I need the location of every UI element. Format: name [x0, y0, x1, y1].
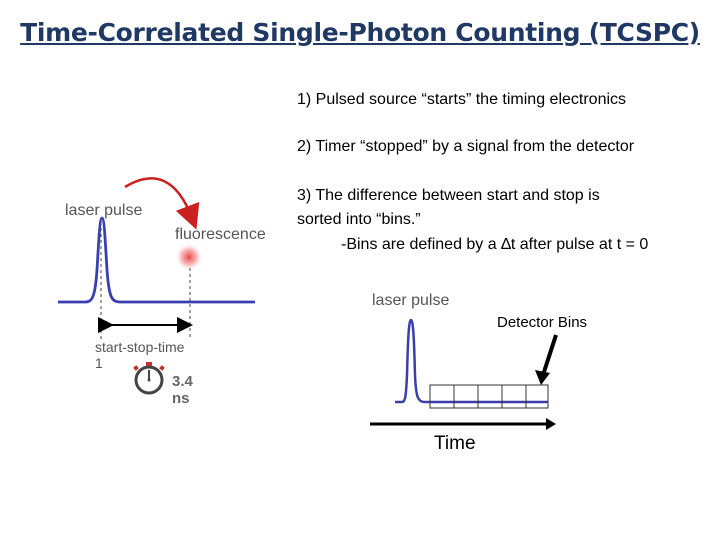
start-stop-time-label-suffix: 1	[95, 355, 103, 371]
detector-bin	[526, 385, 548, 408]
step-3-continued-text: sorted into “bins.”	[297, 211, 421, 228]
fluorescence-label: fluorescence	[175, 226, 266, 243]
right-laser-pulse-curve	[395, 320, 548, 402]
left-laser-pulse-label: laser pulse	[65, 202, 143, 219]
time-axis-arrowhead	[546, 418, 556, 430]
detector-pointer-arrow-shaft	[543, 335, 556, 375]
time-axis-label: Time	[434, 433, 476, 454]
step-1-text: 1) Pulsed source “starts” the timing electronics	[297, 91, 627, 108]
timer-value: 3.4	[172, 373, 193, 390]
detector-bins	[430, 385, 548, 408]
fluorescence-glow-icon	[175, 243, 203, 271]
timer-unit: ns	[172, 390, 190, 407]
right-laser-pulse-label: laser pulse	[372, 292, 450, 309]
page-title: Time-Correlated Single-Photon Counting (TCSPC)	[20, 18, 700, 47]
detector-bin	[478, 385, 502, 408]
detector-bin	[502, 385, 526, 408]
step-3-text: 3) The difference between start and stop is	[297, 187, 600, 204]
start-stop-time-label: start-stop-time	[95, 339, 185, 355]
detector-bins-label: Detector Bins	[497, 314, 588, 331]
step-2-text: 2) Timer “stopped” by a signal from the detector	[297, 138, 635, 155]
bins-definition-text: -Bins are defined by a ∆t after pulse at t = 0	[341, 236, 649, 253]
left-diagram	[58, 178, 266, 407]
detector-pointer-arrow-head	[535, 370, 550, 385]
right-diagram	[370, 292, 587, 454]
detector-bin	[454, 385, 478, 408]
stopwatch-icon	[133, 362, 165, 393]
detector-bin	[430, 385, 454, 408]
